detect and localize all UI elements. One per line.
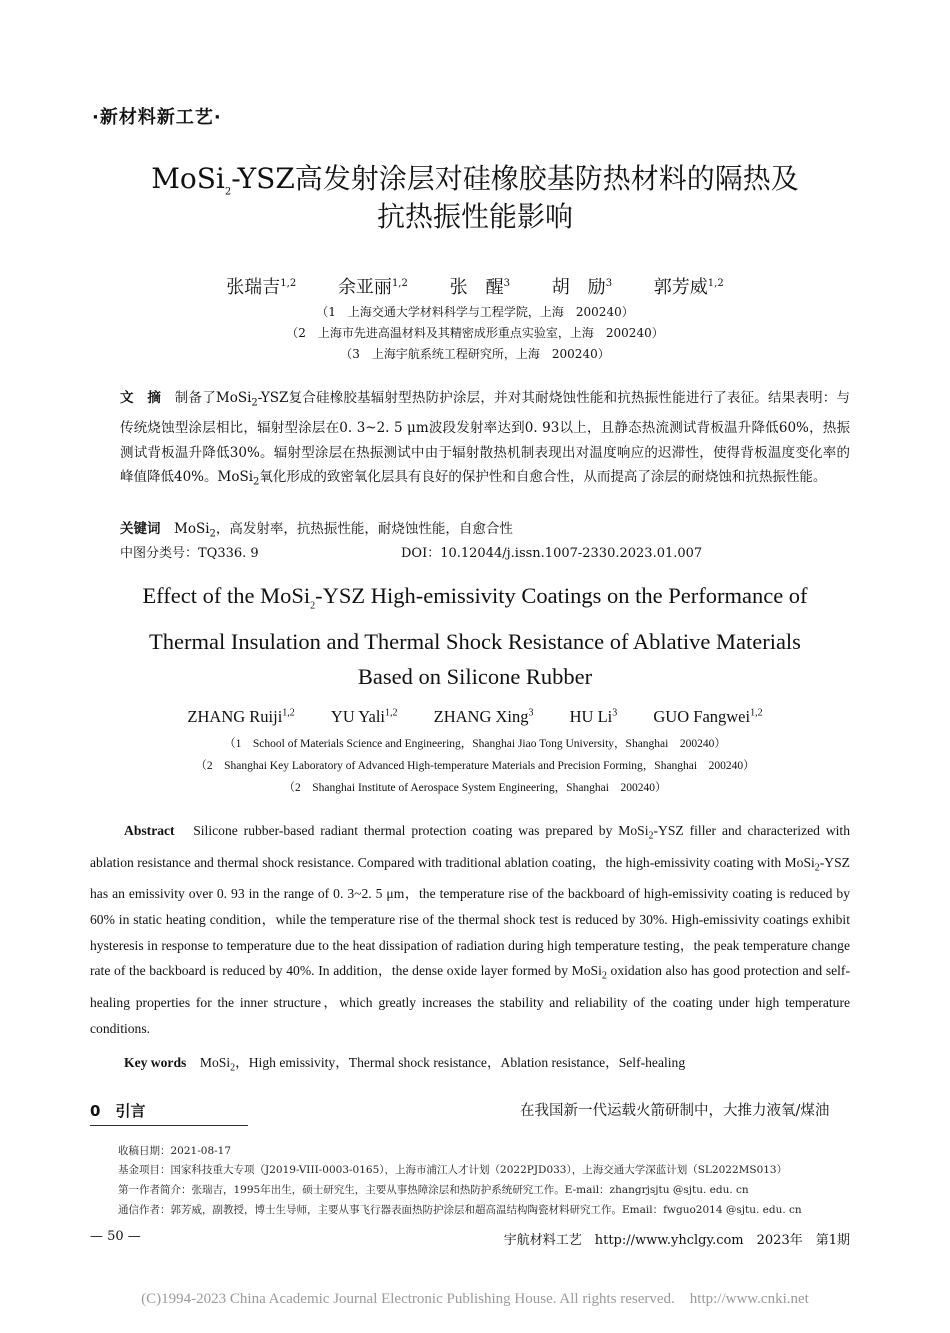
author-cn: 胡 励$^3$ [551,277,613,298]
title-en-line1: Effect of the MoSi$_2$-YSZ High-emissivity Coatings on the Performance of [142,583,808,612]
author-en: ZHANG Xing$^3$ [433,707,534,726]
author-cn: 张 醒$^3$ [449,277,510,298]
affiliation-en-3: （2 Shanghai Institute of Aerospace System Engineering，Shanghai 200240） [283,782,667,794]
footnote-divider [90,1125,248,1126]
author-en: GUO Fangwei$^{1,2}$ [653,707,763,726]
affiliation-cn-3: （3 上海宇航系统工程研究所，上海 200240） [340,347,610,361]
journal-info: 宇航材料工艺 http://www.yhclgy.com 2023年 第1期 [503,1233,850,1248]
title-cn-line2: 抗热振性能影响 [376,200,573,233]
column-label: ·新材料新工艺· [92,107,222,128]
authors-cn [0,273,950,299]
abstract-en-label: Abstract [124,823,175,838]
footnote-received: 收稿日期：2021-08-17 [118,1145,232,1157]
copyright-watermark: (C)1994-2023 China Academic Journal Electronic Publishing House. All rights reserved. http://www.cnki.net [141,1291,809,1307]
affiliation-cn-2: （2 上海市先进高温材料及其精密成形重点实验室，上海 200240） [286,326,664,340]
page-number: — 50 — [90,1229,141,1244]
author-en: HU Li$^3$ [569,707,618,726]
keywords-en: Key words MoSi$_2$，High emissivity，Thermal shock resistance，Ablation resistance，Self-healing [124,1055,686,1074]
body-text-start: 在我国新一代运载火箭研制中，大推力液氧/煤油 [520,1103,830,1119]
author-en: YU Yali$^{1,2}$ [330,707,398,726]
author-en: ZHANG Ruiji$^{1,2}$ [187,707,295,726]
abstract-cn-label: 文 摘 [120,390,162,406]
keywords-cn: 关键词 MoSi$_2$，高发射率，抗热振性能，耐烧蚀性能，自愈合性 [120,521,513,540]
footnote-funding: 基金项目：国家科技重大专项（J2019-VIII-0003-0165），上海市浦江人才计划（2022PJD033），上海交通大学深蓝计划（SL2022MS013） [118,1164,788,1176]
clc-number: 中图分类号：TQ336. 9 [120,546,259,561]
title-en [0,578,950,694]
author-cn: 张瑞吉$^{1,2}$ [226,277,297,298]
affiliation-cn-1: （1 上海交通大学材料科学与工程学院，上海 200240） [316,305,634,319]
affiliation-en-2: （2 Shanghai Key Laboratory of Advanced High-temperature Materials and Precision Forming，Shanghai 200240） [195,760,755,772]
title-en-line2: Thermal Insulation and Thermal Shock Resistance of Ablative Materials [149,628,801,654]
abstract-en: Abstract Silicone rubber-based radiant thermal protection coating was prepared by MoSi$_2$-YSZ filler and characterized with ablation resistance and thermal shock resistance. Compared with traditional ablation coating，the high-emissivity coating with MoSi$_2$-YSZ has an emissivity over 0. 93 in the range of 0. 3~2. 5 μm，the temperature rise of the backboard of high-emissivity coating is reduced by 60% in static heating condition，while the temperature rise of the thermal shock test is reduced by 30%. High-emissivity coatings exhibit hysteresis in response to temperature due to the heat dissipation of radiation during high temperature testing，the peak temperature change rate of the backboard is reduced by 40%. In addition，the dense oxide layer formed by MoSi$_2$ oxidation also has good protection and self-healing properties for the inner structure，which greatly increases the stability and reliability of the coating under high temperature conditions. [90,823,851,1036]
doi: DOI：10.12044/j.issn.1007-2330.2023.01.007 [401,546,703,561]
author-cn: 余亚丽$^{1,2}$ [337,277,408,298]
author-cn: 郭芳威$^{1,2}$ [653,277,724,298]
section-heading: 0 引言 [90,1102,146,1120]
abstract-cn: 文 摘 制备了MoSi$_2$-YSZ复合硅橡胶基辐射型热防护涂层，并对其耐烧蚀性能和抗热振性能进行了表征。结果表明：与传统烧蚀型涂层相比，辐射型涂层在0. 3~2. 5 μm波段发射率达到0. 93以上，且静态热流测试背板温升降低60%，热振测试背板温升降低30%。辐射型涂层在热振测试中由于辐射散热机制表现出对温度响应的迟滞性，使得背板温度变化率的峰值降低40%。MoSi$_2$氧化形成的致密氧化层具有良好的保护性和自愈合性，从而提高了涂层的耐烧蚀和抗热振性能。 [120,390,850,488]
title-en-line3: Based on Silicone Rubber [357,663,593,689]
classification-doi [120,542,850,561]
affiliation-en-1: （1 School of Materials Science and Engineering，Shanghai Jiao Tong University，Shanghai 200240） [224,738,726,750]
footnote-corresponding: 通信作者：郭芳威，副教授，博士生导师，主要从事飞行器表面热防护涂层和超高温结构陶瓷材料研究工作。Email：fwguo2014 @sjtu. edu. cn [118,1204,802,1216]
authors-en [0,707,950,727]
footnote-first-author: 第一作者简介：张瑞吉，1995年出生，硕士研究生，主要从事热障涂层和热防护系统研究工作。E-mail：zhangrjsjtu @sjtu. edu. cn [118,1184,749,1196]
title-cn-line1: MoSi$_2$-YSZ高发射涂层对硅橡胶基防热材料的隔热及 [151,162,799,198]
